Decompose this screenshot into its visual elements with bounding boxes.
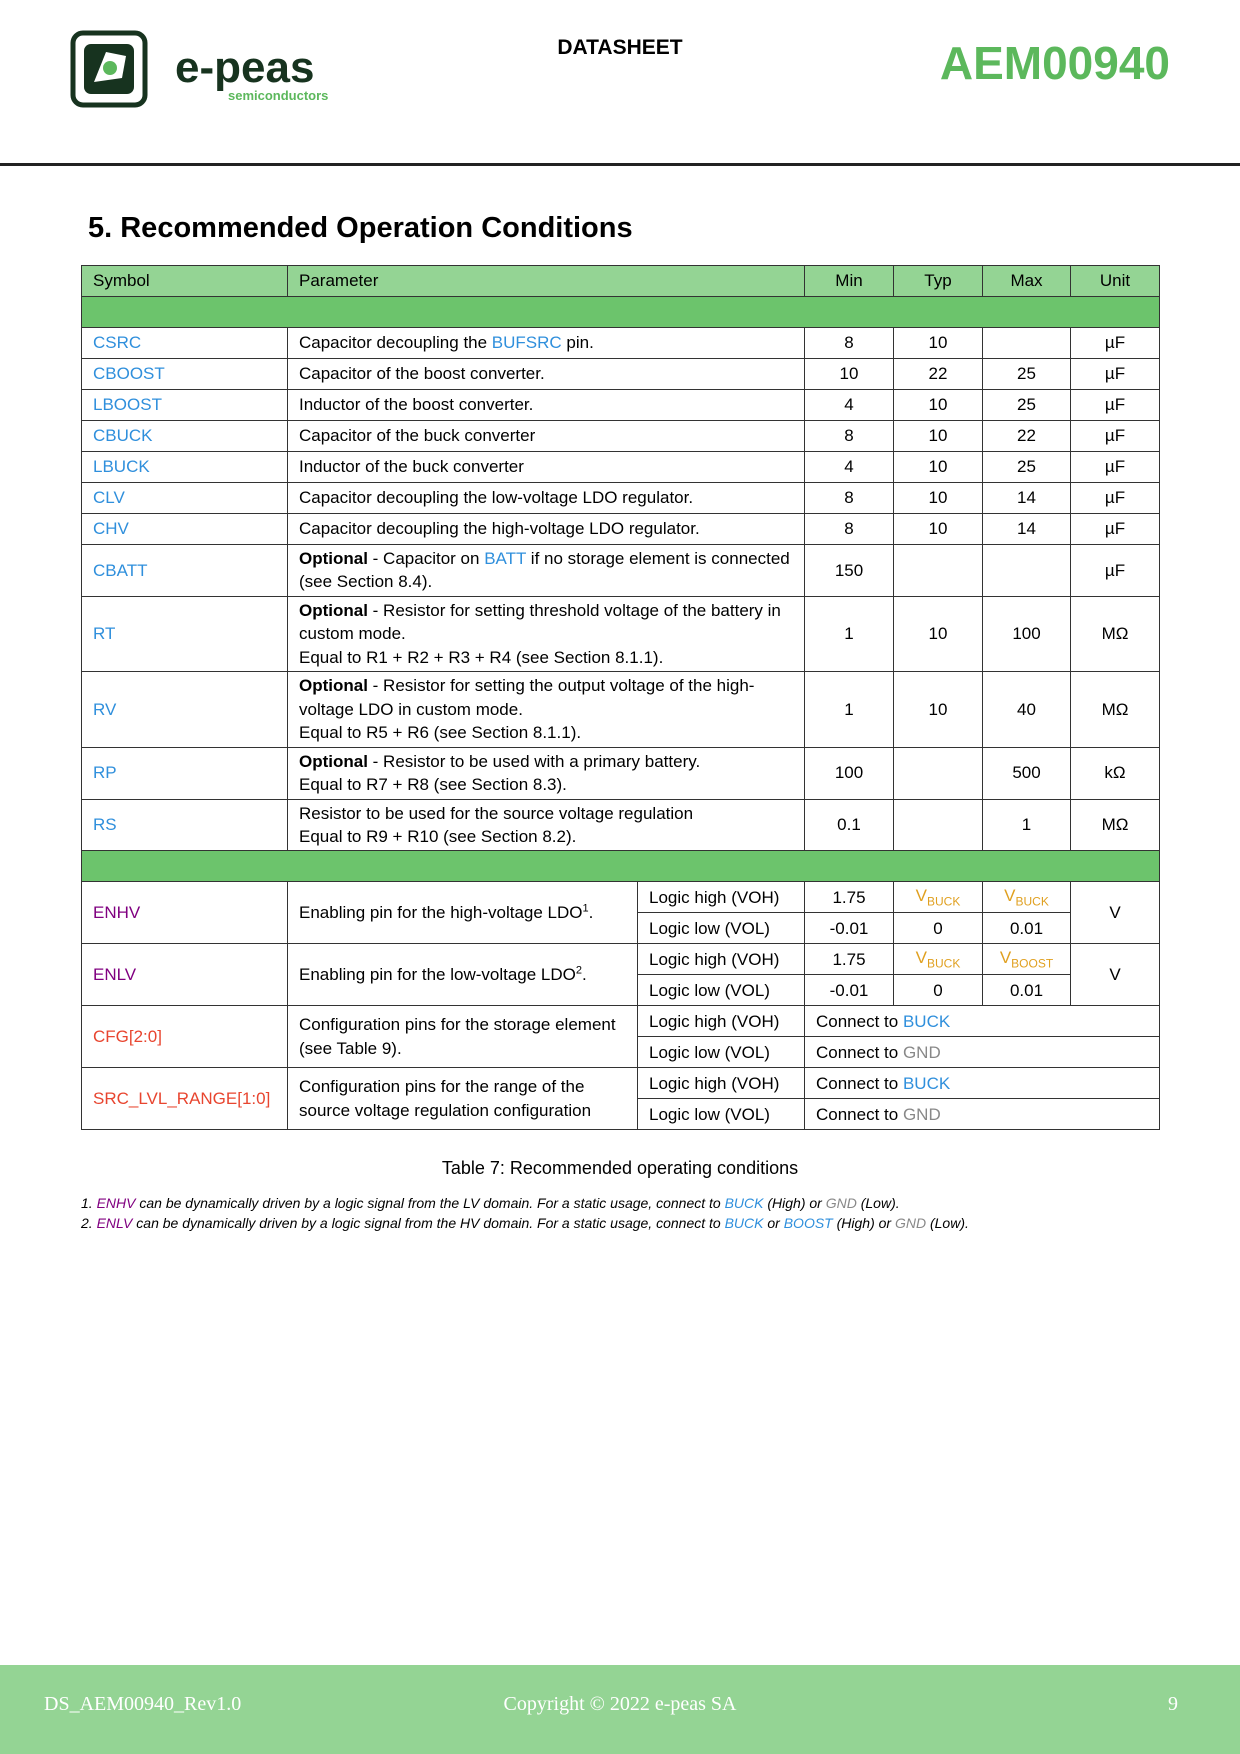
header-min: Min bbox=[805, 266, 894, 297]
symbol-cell: SRC_LVL_RANGE[1:0] bbox=[82, 1068, 288, 1130]
min-cell: 1.75 bbox=[805, 944, 894, 975]
symbol-cell: CSRC bbox=[82, 328, 288, 359]
symbol-cell: RT bbox=[82, 596, 288, 671]
max-cell: 1 bbox=[983, 799, 1071, 851]
parameter-cell: Capacitor of the boost converter. bbox=[288, 359, 805, 390]
symbol-cell: RP bbox=[82, 747, 288, 799]
max-cell: 14 bbox=[983, 483, 1071, 514]
typ-cell: 10 bbox=[894, 514, 983, 545]
min-cell: 8 bbox=[805, 514, 894, 545]
typ-cell: 10 bbox=[894, 421, 983, 452]
header-parameter: Parameter bbox=[288, 266, 805, 297]
symbol-cell: CBUCK bbox=[82, 421, 288, 452]
table-row bbox=[82, 747, 1160, 799]
unit-cell: µF bbox=[1071, 359, 1160, 390]
max-cell: $V_{BUCK}$ bbox=[983, 882, 1071, 913]
net-link: GND bbox=[902, 1042, 941, 1062]
header-typ: Typ bbox=[894, 266, 983, 297]
table-row bbox=[82, 882, 1160, 913]
unit-cell: µF bbox=[1071, 545, 1160, 597]
typ-cell bbox=[894, 799, 983, 851]
typ-cell bbox=[894, 747, 983, 799]
unit-cell: µF bbox=[1071, 390, 1160, 421]
typ-cell: 10 bbox=[894, 596, 983, 671]
section-title: 5. Recommended Operation Conditions bbox=[88, 212, 633, 244]
product-name: AEM00940 bbox=[939, 37, 1170, 89]
unit-cell: MΩ bbox=[1071, 596, 1160, 671]
unit-cell: kΩ bbox=[1071, 747, 1160, 799]
unit-cell: V bbox=[1071, 882, 1160, 944]
connection-cell: Connect to BUCK bbox=[805, 1068, 1160, 1099]
footnote-2: 2. ENLV can be dynamically driven by a logic signal from the HV domain. For a static usage, connect to BUCK or BOOST (High) or GND (Low). bbox=[81, 1215, 969, 1232]
page-footer bbox=[0, 1665, 1240, 1754]
symbol-cell: RS bbox=[82, 799, 288, 851]
footnotes bbox=[81, 1193, 1159, 1234]
typ-cell: 10 bbox=[894, 328, 983, 359]
logo-wordmark: e-peas bbox=[175, 43, 315, 92]
min-cell: -0.01 bbox=[805, 975, 894, 1006]
connection-cell: Connect to GND bbox=[805, 1099, 1160, 1130]
min-cell: 4 bbox=[805, 390, 894, 421]
logic-level-cell: Logic low (VOL) bbox=[638, 1099, 805, 1130]
min-cell: 100 bbox=[805, 747, 894, 799]
max-cell: 22 bbox=[983, 421, 1071, 452]
unit-cell: MΩ bbox=[1071, 672, 1160, 747]
logic-level-cell: Logic high (VOH) bbox=[638, 882, 805, 913]
symbol-cell: ENHV bbox=[82, 882, 288, 944]
parameter-cell: Enabling pin for the low-voltage LDO$^2$. bbox=[288, 944, 638, 1006]
section-band bbox=[82, 297, 1160, 328]
pin-link: BATT bbox=[484, 549, 527, 568]
header-max: Max bbox=[983, 266, 1071, 297]
logic-level-cell: Logic high (VOH) bbox=[638, 1068, 805, 1099]
table-row bbox=[82, 390, 1160, 421]
max-cell: 100 bbox=[983, 596, 1071, 671]
typ-cell: 10 bbox=[894, 483, 983, 514]
connection-cell: Connect to BUCK bbox=[805, 1006, 1160, 1037]
table-row bbox=[82, 483, 1160, 514]
min-cell: 1 bbox=[805, 672, 894, 747]
min-cell: 8 bbox=[805, 328, 894, 359]
logic-level-cell: Logic low (VOL) bbox=[638, 1037, 805, 1068]
min-cell: 0.1 bbox=[805, 799, 894, 851]
unit-cell: µF bbox=[1071, 421, 1160, 452]
symbol-cell: CLV bbox=[82, 483, 288, 514]
min-cell: 10 bbox=[805, 359, 894, 390]
typ-cell bbox=[894, 545, 983, 597]
typ-cell: 10 bbox=[894, 452, 983, 483]
typ-cell: 10 bbox=[894, 390, 983, 421]
document-id: DS_AEM00940_Rev1.0 bbox=[44, 1693, 242, 1715]
symbol-cell: CBATT bbox=[82, 545, 288, 597]
net-link: BUCK bbox=[902, 1073, 951, 1093]
table-row bbox=[82, 421, 1160, 452]
net-link: GND bbox=[902, 1104, 941, 1124]
page-header bbox=[0, 0, 1240, 168]
logic-level-cell: Logic high (VOH) bbox=[638, 1006, 805, 1037]
unit-cell: µF bbox=[1071, 514, 1160, 545]
parameter-cell: Capacitor of the buck converter bbox=[288, 421, 805, 452]
table-row bbox=[82, 596, 1160, 671]
symbol-cell: RV bbox=[82, 672, 288, 747]
symbol-cell: LBUCK bbox=[82, 452, 288, 483]
typ-cell: 0 bbox=[894, 913, 983, 944]
logic-level-cell: Logic high (VOH) bbox=[638, 944, 805, 975]
symbol-cell: CHV bbox=[82, 514, 288, 545]
table-row bbox=[82, 944, 1160, 975]
max-cell bbox=[983, 545, 1071, 597]
conditions-table bbox=[81, 265, 1160, 1130]
max-cell: 14 bbox=[983, 514, 1071, 545]
parameter-cell: Configuration pins for the storage element (see Table 9). bbox=[288, 1006, 638, 1068]
min-cell: 4 bbox=[805, 452, 894, 483]
table-row bbox=[82, 1068, 1160, 1099]
parameter-cell: Capacitor decoupling the high-voltage LDO regulator. bbox=[288, 514, 805, 545]
parameter-cell: Capacitor decoupling the low-voltage LDO regulator. bbox=[288, 483, 805, 514]
parameter-cell: Configuration pins for the range of the source voltage regulation configuration bbox=[288, 1068, 638, 1130]
header-symbol: Symbol bbox=[82, 266, 288, 297]
table-row bbox=[82, 359, 1160, 390]
header-unit: Unit bbox=[1071, 266, 1160, 297]
parameter-cell: Optional - Resistor for setting threshold voltage of the battery in custom mode. Equal to R1 + R2 + R3 + R4 (see Section 8.1.1). bbox=[288, 596, 805, 671]
parameter-cell: Enabling pin for the high-voltage LDO$^1$. bbox=[288, 882, 638, 944]
typ-cell: $V_{BUCK}$ bbox=[894, 882, 983, 913]
document-type: DATASHEET bbox=[557, 36, 683, 59]
table-header-row bbox=[82, 266, 1160, 297]
connection-cell: Connect to GND bbox=[805, 1037, 1160, 1068]
table-row bbox=[82, 1006, 1160, 1037]
header-divider bbox=[0, 163, 1240, 166]
parameter-cell: Optional - Capacitor on BATT if no storage element is connected (see Section 8.4). bbox=[288, 545, 805, 597]
typ-cell: $V_{BUCK}$ bbox=[894, 944, 983, 975]
table-row bbox=[82, 452, 1160, 483]
max-cell: 25 bbox=[983, 359, 1071, 390]
min-cell: -0.01 bbox=[805, 913, 894, 944]
symbol-cell: CBOOST bbox=[82, 359, 288, 390]
table-row bbox=[82, 799, 1160, 851]
unit-cell: µF bbox=[1071, 483, 1160, 514]
unit-cell: MΩ bbox=[1071, 799, 1160, 851]
pin-link: BUFSRC bbox=[491, 333, 562, 353]
max-cell: 25 bbox=[983, 390, 1071, 421]
logic-level-cell: Logic low (VOL) bbox=[638, 913, 805, 944]
min-cell: 1 bbox=[805, 596, 894, 671]
min-cell: 8 bbox=[805, 421, 894, 452]
footnote-1: 1. ENHV can be dynamically driven by a logic signal from the LV domain. For a static usage, connect to BUCK (High) or GND (Low). bbox=[81, 1195, 900, 1211]
parameter-cell: Optional - Resistor for setting the output voltage of the high-voltage LDO in custom mode. Equal to R5 + R6 (see Section 8.1.1). bbox=[288, 672, 805, 747]
table-row bbox=[82, 672, 1160, 747]
max-cell: $V_{BOOST}$ bbox=[983, 944, 1071, 975]
typ-cell: 0 bbox=[894, 975, 983, 1006]
parameter-cell: Resistor to be used for the source voltage regulation Equal to R9 + R10 (see Section 8.2). bbox=[288, 799, 805, 851]
symbol-cell: CFG[2:0] bbox=[82, 1006, 288, 1068]
parameter-cell: Inductor of the boost converter. bbox=[288, 390, 805, 421]
symbol-cell: LBOOST bbox=[82, 390, 288, 421]
min-cell: 1.75 bbox=[805, 882, 894, 913]
parameter-cell: Inductor of the buck converter bbox=[288, 452, 805, 483]
symbol-cell: ENLV bbox=[82, 944, 288, 1006]
min-cell: 150 bbox=[805, 545, 894, 597]
parameter-cell: Optional - Resistor to be used with a primary battery. Equal to R7 + R8 (see Section 8.3). bbox=[288, 747, 805, 799]
unit-cell: V bbox=[1071, 944, 1160, 1006]
unit-cell: µF bbox=[1071, 328, 1160, 359]
table-row bbox=[82, 328, 1160, 359]
min-cell: 8 bbox=[805, 483, 894, 514]
page-number: 9 bbox=[1168, 1693, 1178, 1715]
typ-cell: 22 bbox=[894, 359, 983, 390]
max-cell: 0.01 bbox=[983, 913, 1071, 944]
parameter-cell: Capacitor decoupling the BUFSRC pin. bbox=[288, 328, 805, 359]
table-row bbox=[82, 545, 1160, 597]
typ-cell: 10 bbox=[894, 672, 983, 747]
unit-cell: µF bbox=[1071, 452, 1160, 483]
logo-subtitle: semiconductors bbox=[228, 88, 329, 103]
table-caption: Table 7: Recommended operating conditions bbox=[441, 1158, 799, 1178]
max-cell: 25 bbox=[983, 452, 1071, 483]
max-cell: 0.01 bbox=[983, 975, 1071, 1006]
max-cell bbox=[983, 328, 1071, 359]
logic-level-cell: Logic low (VOL) bbox=[638, 975, 805, 1006]
max-cell: 500 bbox=[983, 747, 1071, 799]
e-peas-logo bbox=[70, 30, 350, 112]
net-link: BUCK bbox=[902, 1011, 951, 1031]
section-band bbox=[82, 851, 1160, 882]
copyright: Copyright © 2022 e-peas SA bbox=[503, 1693, 737, 1715]
table-row bbox=[82, 514, 1160, 545]
max-cell: 40 bbox=[983, 672, 1071, 747]
